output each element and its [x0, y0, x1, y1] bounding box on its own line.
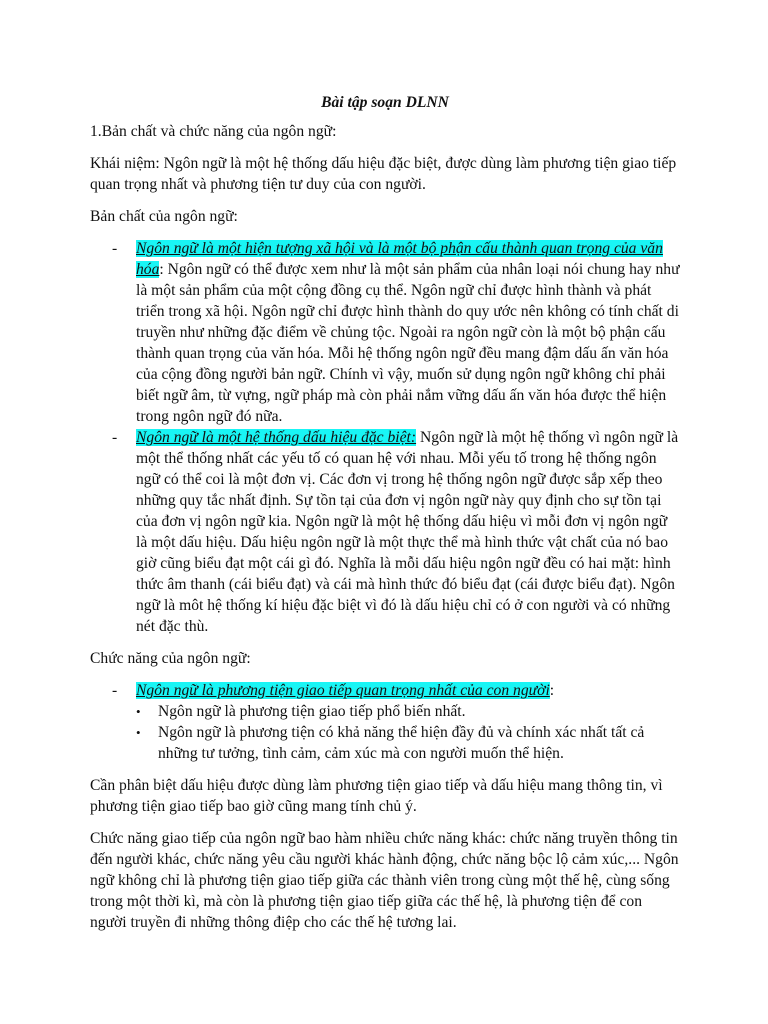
dash-marker: -: [112, 682, 118, 699]
distinguish-paragraph: Cần phân biệt dấu hiệu được dùng làm phương tiện giao tiếp và dấu hiệu mang thông tin, vì phương tiện giao tiếp bao giờ cũng mang tính chủ ý.: [90, 777, 663, 815]
dash-marker: -: [112, 240, 118, 257]
item-text: Ngôn ngữ là một hệ thống vì ngôn ngữ là một thể thống nhất các yếu tố có quan hệ với nhau. Mỗi yếu tố trong hệ thống ngôn ngữ có thể coi là một đơn vị. Các đơn vị trong hệ thống ngôn ngữ được sắp xếp theo những quy tắc nhất định. Sự tồn tại của đơn vị ngôn ngữ này quy định cho sự tồn tại của đơn vị ngôn ngữ kia. Ngôn ngữ là một hệ thống dấu hiệu vì mỗi đơn vị ngôn ngữ là một dấu hiệu. Dấu hiệu ngôn ngữ là một thực thể mà hình thức vật chất của nó bao giờ cũng biểu đạt một cái gì đó. Nghĩa là mỗi dấu hiệu ngôn ngữ đều có hai mặt: hình thức âm thanh (cái biểu đạt) và cái mà hình thức đó biểu đạt (cái được biểu đạt). Ngôn ngữ là môt hệ thống kí hiệu đặc biệt vì đó là dấu hiệu chỉ có ở con người và có những nét đặc thù.: [136, 429, 679, 635]
bullet-list: [136, 701, 680, 764]
item-text: : Ngôn ngữ có thể được xem như là một sản phẩm của nhân loại nói chung hay như là một sản phẩm của một cộng đồng cụ thể. Ngôn ngữ chỉ được hình thành và phát triển trong xã hội. Ngôn ngữ chỉ được hình thành do quy ước nên không có tính chất di truyền như những đặc điểm về chủng tộc. Ngoài ra ngôn ngữ còn là một bộ phận cấu thành quan trọng của văn hóa. Mỗi hệ thống ngôn ngữ đều mang đậm dấu ấn văn hóa của cộng đồng người bản ngữ. Chính vì vậy, muốn sử dụng ngôn ngữ không chỉ phải biết ngữ âm, từ vựng, ngữ pháp mà còn phải nắm vững dấu ấn văn hóa được thể hiện trong ngôn ngữ đó nữa.: [136, 261, 680, 425]
bullet-icon: •: [136, 725, 141, 740]
nature-item-social: [90, 238, 680, 427]
bullet-icon: •: [136, 704, 141, 719]
section-heading-1: 1.Bản chất và chức năng của ngôn ngữ:: [90, 123, 337, 140]
nature-item-sign-system: [90, 427, 680, 637]
highlighted-term: Ngôn ngữ là một hiện tượng xã hội và là một bộ phận cấu thành quan trọng của văn hóa: [136, 240, 663, 278]
bullet-item: [136, 701, 680, 722]
bullet-text: Ngôn ngữ là phương tiện giao tiếp phổ biến nhất.: [158, 703, 466, 720]
nature-list: [90, 238, 680, 637]
nature-heading: Bản chất của ngôn ngữ:: [90, 208, 238, 225]
highlighted-term: Ngôn ngữ là một hệ thống dấu hiệu đặc biệt:: [136, 429, 417, 446]
bullet-text: Ngôn ngữ là phương tiện có khả năng thể hiện đầy đủ và chính xác nhất tất cả những tư tưởng, tình cảm, cảm xúc mà con người muốn thể hiện.: [158, 724, 645, 762]
dash-marker: -: [112, 429, 118, 446]
functions-paragraph: Chức năng giao tiếp của ngôn ngữ bao hàm nhiều chức năng khác: chức năng truyền thông tin đến người khác, chức năng yêu cầu người khác hành động, chức năng bộc lộ cảm xúc,... Ngôn ngữ không chỉ là phương tiện giao tiếp giữa các thành viên trong cùng một thế hệ, cùng sống trong một thời kì, mà còn là phương tiện giao tiếp giữa các thế hệ, là phương tiện để con người truyền đi những thông điệp cho các thế hệ tương lai.: [90, 830, 679, 931]
item-text: :: [549, 682, 555, 699]
highlighted-term: Ngôn ngữ là phương tiện giao tiếp quan trọng nhất của con người: [136, 682, 550, 699]
concept-paragraph: Khái niệm: Ngôn ngữ là một hệ thống dấu hiệu đặc biệt, được dùng làm phương tiện giao tiếp quan trọng nhất và phương tiện tư duy của con người.: [90, 155, 677, 193]
bullet-item: [136, 722, 680, 764]
function-item-communication: [90, 680, 680, 764]
function-heading: Chức năng của ngôn ngữ:: [90, 650, 251, 667]
document-title: Bài tập soạn DLNN: [321, 94, 449, 111]
function-list: [90, 680, 680, 764]
